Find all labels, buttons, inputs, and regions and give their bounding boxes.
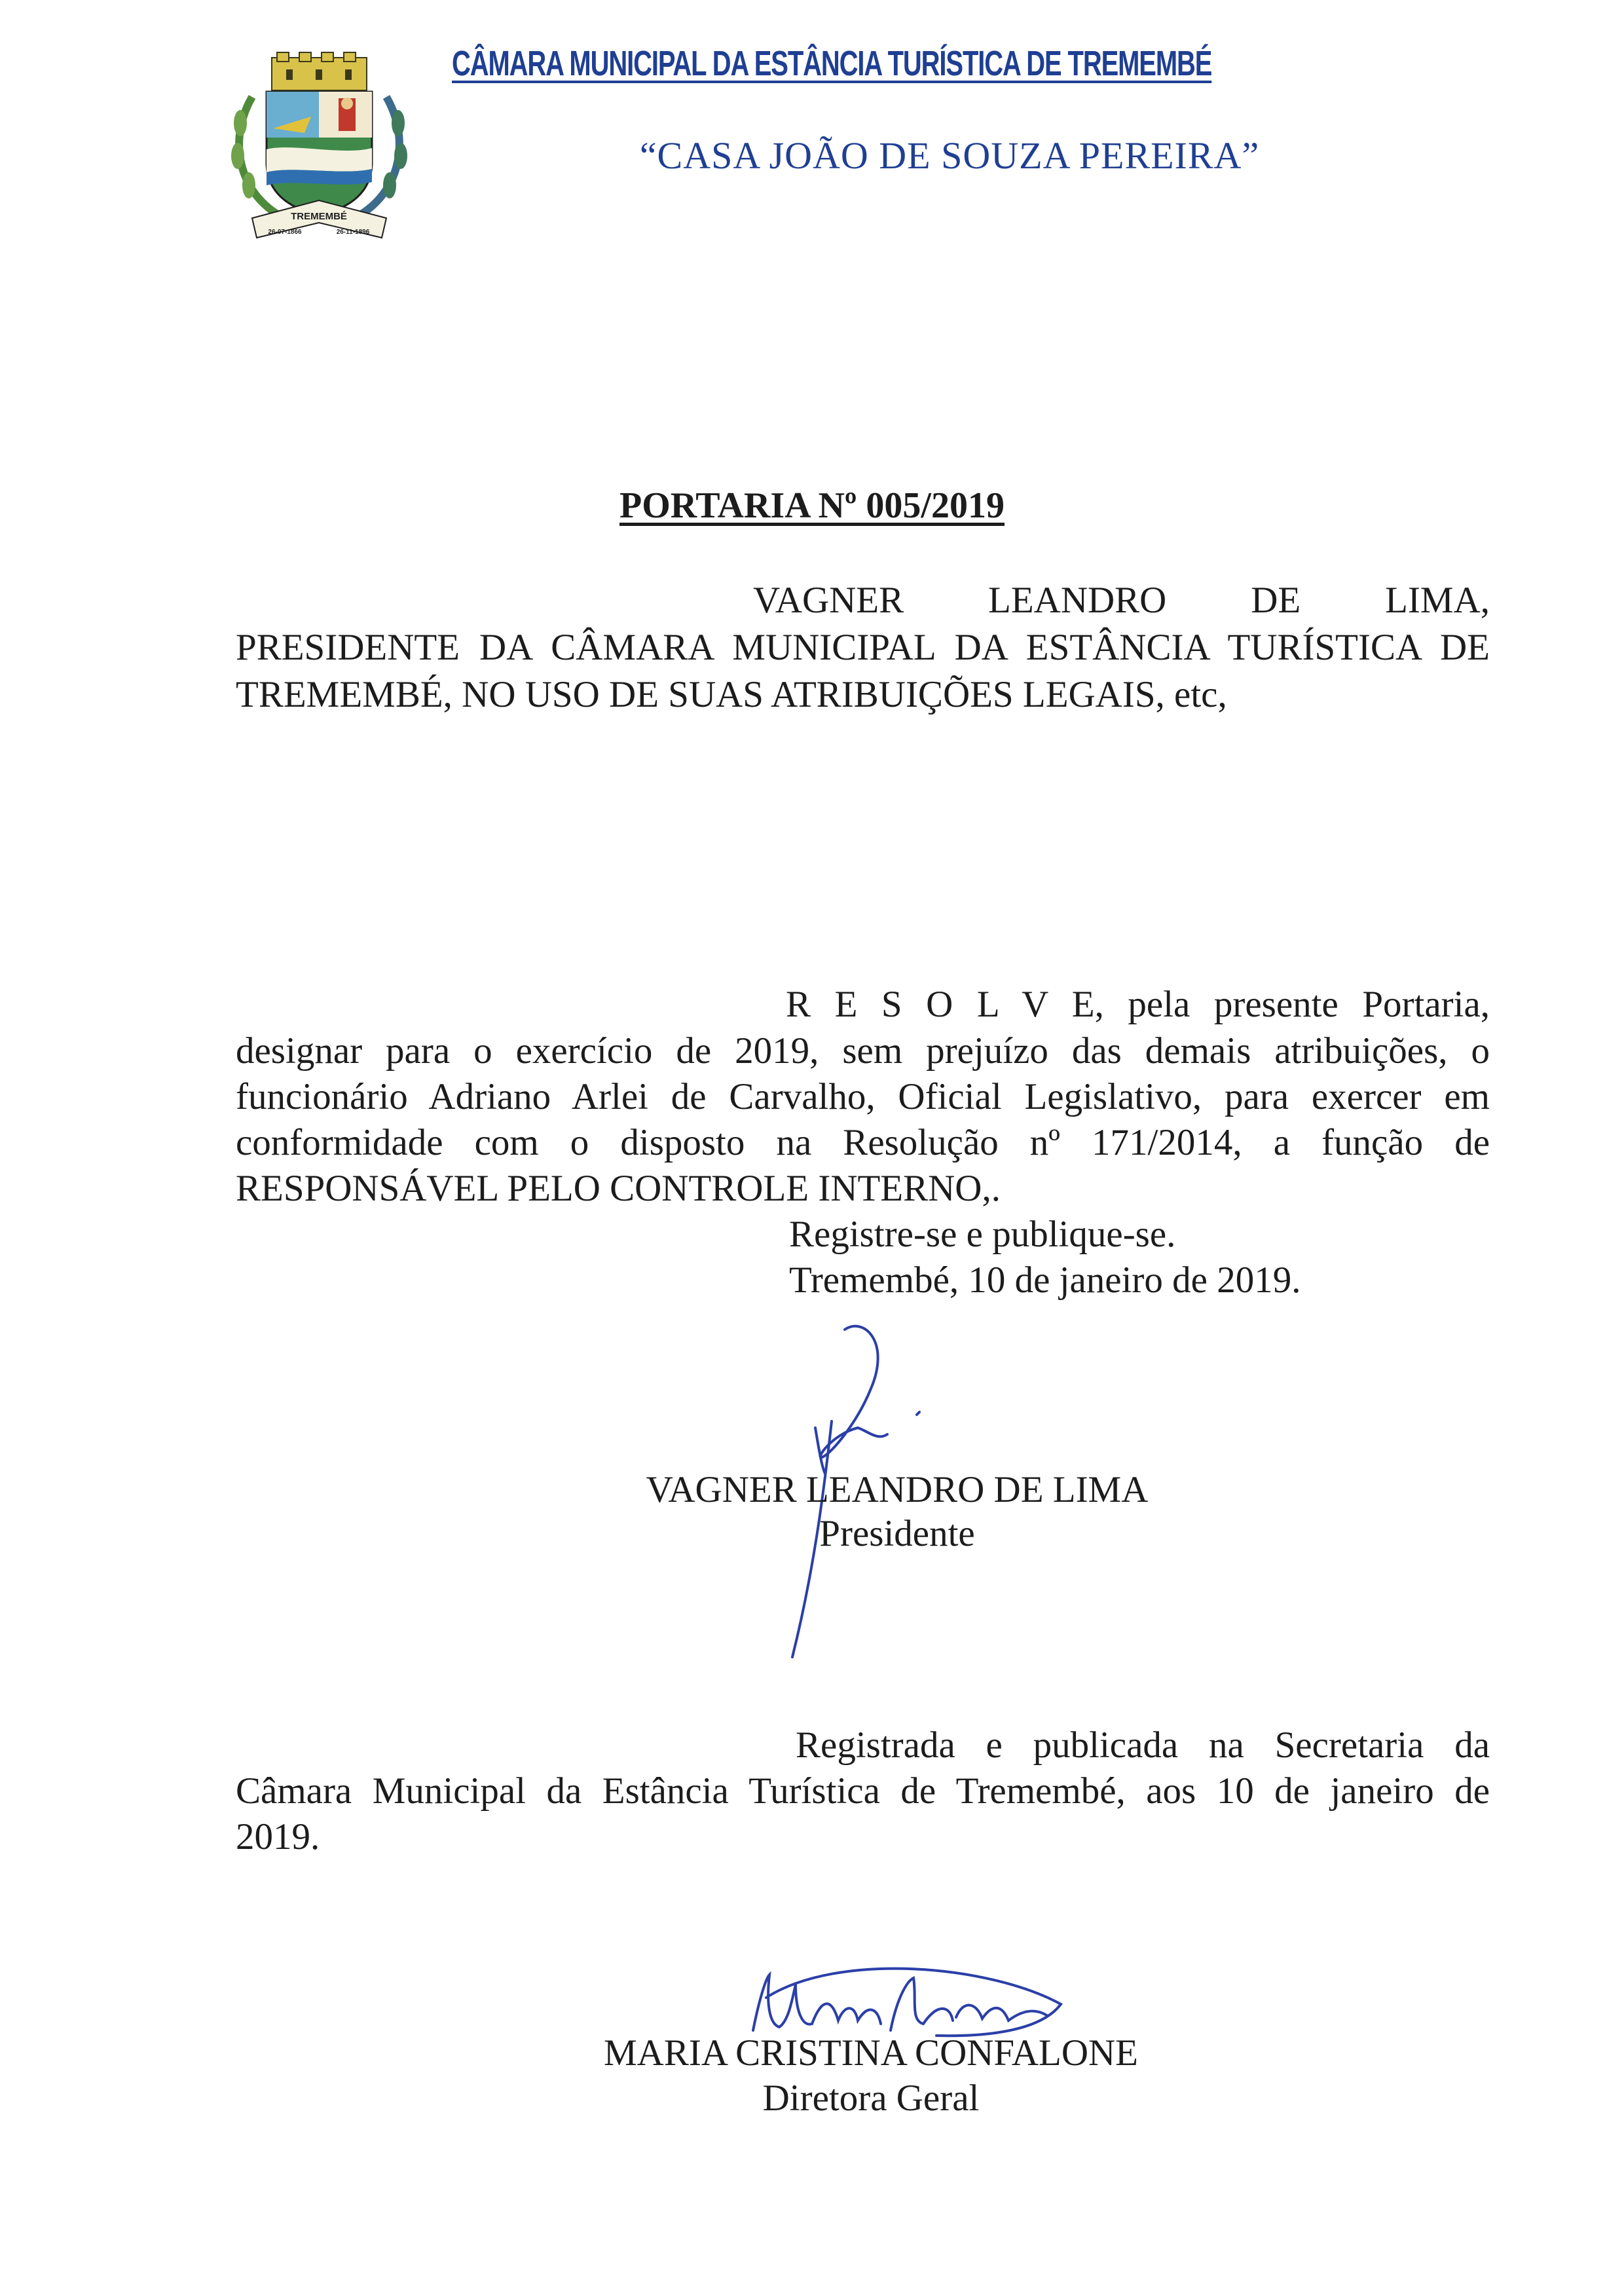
institution-name: CÂMARA MUNICIPAL DA ESTÂNCIA TURÍSTICA DE TREMEMBÉ <box>452 44 1212 83</box>
place-date: Tremembé, 10 de janeiro de 2019. <box>789 1259 1301 1301</box>
publication-line-1: Câmara Municipal da Estância Turística de Tremembé, aos 10 de janeiro de <box>236 1770 1490 1812</box>
crest-date-right: 26-11-1896 <box>336 229 370 236</box>
register-line: Registre-se e publique-se. <box>789 1214 1176 1255</box>
authority-line-2: TREMEMBÉ, NO USO DE SUAS ATRIBUIÇÕES LEGAIS, etc, <box>236 674 1227 715</box>
publication-line-2: 2019. <box>236 1816 320 1857</box>
director-name: MARIA CRISTINA CONFALONE <box>603 2032 1138 2074</box>
resolution-line-3: conformidade com o disposto na Resolução nº 171/2014, a função de <box>236 1122 1490 1163</box>
resolution-line-2: funcionário Adriano Arlei de Carvalho, Oficial Legislativo, para exercer em <box>236 1076 1490 1117</box>
crest-ribbon-text: TREMEMBÉ <box>291 211 347 222</box>
authority-line-1: PRESIDENTE DA CÂMARA MUNICIPAL DA ESTÂNCIA TURÍSTICA DE <box>236 627 1490 668</box>
municipal-coat-of-arms-icon <box>226 51 413 251</box>
president-name: VAGNER LEANDRO DE LIMA <box>646 1469 1149 1510</box>
authority-name-line: VAGNER LEANDRO DE LIMA, <box>753 580 1490 621</box>
resolution-line-1: designar para o exercício de 2019, sem prejuízo das demais atribuições, o <box>236 1030 1490 1072</box>
publication-first-line: Registrada e publicada na Secretaria da <box>796 1724 1490 1766</box>
house-name: “CASA JOÃO DE SOUZA PEREIRA” <box>639 134 1260 177</box>
document-title: PORTARIA Nº 005/2019 <box>619 485 1005 526</box>
president-role: Presidente <box>819 1513 975 1554</box>
resolution-first-line: R E S O L V E, pela presente Portaria, <box>786 984 1490 1025</box>
resolution-line-4: RESPONSÁVEL PELO CONTROLE INTERNO,. <box>236 1168 1001 1209</box>
director-role: Diretora Geral <box>762 2078 980 2119</box>
crest-date-left: 26-07-1866 <box>268 229 302 236</box>
